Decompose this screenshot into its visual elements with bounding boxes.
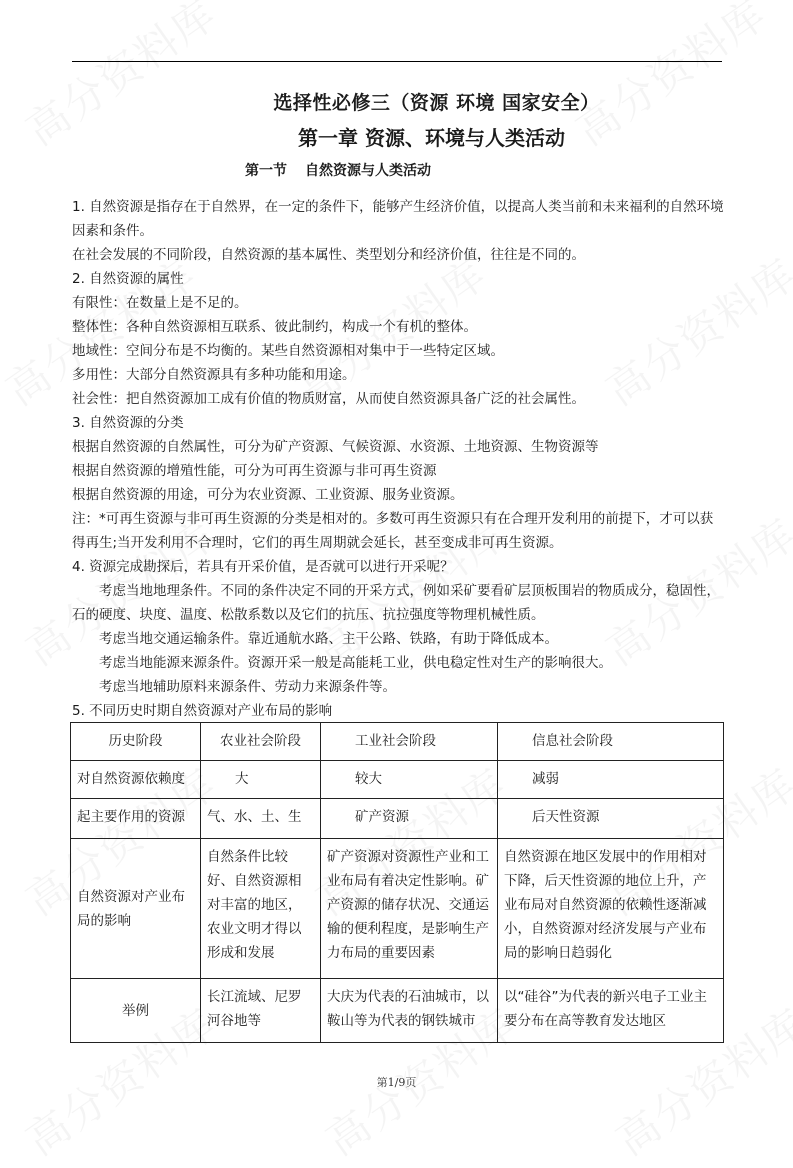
table-cell: 大庆为代表的石油城市，以鞍山等为代表的钢铁城市	[321, 979, 498, 1043]
table-cell: 自然条件比较好、自然资源相对丰富的地区，农业文明才得以形成和发展	[201, 839, 321, 979]
table-cell: 减弱	[498, 761, 724, 799]
paragraph: 考虑当地能源来源条件。资源开采一般是高能耗工业，供电稳定性对生产的影响很大。	[99, 655, 612, 671]
page-number: 第1/9页	[376, 1076, 417, 1089]
table-cell: 自然资源在地区发展中的作用相对下降，后天性资源的地位上升，产业布局对自然资源的依赖性逐渐减小，自然资源对经济发展与产业布局的影响日趋弱化	[498, 839, 724, 979]
list-item: 整体性：各种自然资源相互联系、彼此制约，构成一个有机的整体。	[72, 319, 477, 335]
table-cell: 矿产资源	[321, 799, 498, 839]
paragraph: 1. 自然资源是指存在于自然界，在一定的条件下，能够产生经济价值，以提高人类当前和未来福利的自然环境因素和条件。	[72, 199, 724, 239]
table-row	[71, 761, 724, 799]
table-header-row	[71, 723, 724, 761]
list-item: 地域性：空间分布是不均衡的。某些自然资源相对集中于一些特定区域。	[72, 343, 504, 359]
table-header-cell: 农业社会阶段	[201, 723, 321, 761]
paragraph: 在社会发展的不同阶段，自然资源的基本属性、类型划分和经济价值，往往是不同的。	[72, 247, 585, 263]
table-cell: 后天性资源	[498, 799, 724, 839]
table-row	[71, 839, 724, 979]
heading: 3. 自然资源的分类	[72, 415, 184, 431]
chapter-title: 第一章 资源、环境与人类活动	[298, 126, 565, 150]
heading: 2. 自然资源的属性	[72, 271, 184, 287]
table-row	[71, 979, 724, 1043]
section-number: 第一节	[245, 163, 287, 179]
table-cell: 对自然资源依赖度	[71, 761, 201, 799]
table-cell: 矿产资源对资源性产业和工业布局有着决定性影响。矿产资源的储存状况、交通运输的便利程度，是影响生产力布局的重要因素	[321, 839, 498, 979]
stages-table	[70, 722, 724, 1043]
table-cell: 气、水、土、生	[201, 799, 321, 839]
table-cell: 起主要作用的资源	[71, 799, 201, 839]
note: 注：*可再生资源与非可再生资源的分类是相对的。多数可再生资源只有在合理开发利用的前提下，才可以获得再生;当开发利用不合理时，它们的再生周期就会延长，甚至变成非可再生资源。	[72, 511, 714, 551]
table-cell: 以“硅谷”为代表的新兴电子工业主要分布在高等教育发达地区	[498, 979, 724, 1043]
paragraph: 考虑当地地理条件。不同的条件决定不同的开采方式，例如采矿要看矿层顶板围岩的物质成分，稳固性，石的硬度、块度、温度、松散系数以及它们的抗压、抗拉强度等物理机械性质。	[72, 583, 720, 623]
section-name: 自然资源与人类活动	[305, 163, 431, 179]
heading: 4. 资源完成勘探后，若具有开采价值，是否就可以进行开采呢？	[72, 559, 454, 575]
paragraph: 考虑当地交通运输条件。靠近通航水路、主干公路、铁路，有助于降低成本。	[99, 631, 558, 647]
table-header-cell: 信息社会阶段	[498, 723, 724, 761]
table-header-cell: 历史阶段	[71, 723, 201, 761]
table-cell: 自然资源对产业布局的影响	[71, 839, 201, 979]
table-cell: 较大	[321, 761, 498, 799]
section-title	[0, 160, 793, 180]
paragraph: 考虑当地辅助原料来源条件、劳动力来源条件等。	[99, 679, 396, 695]
list-item: 根据自然资源的用途，可分为农业资源、工业资源、服务业资源。	[72, 487, 464, 503]
list-item: 有限性：在数量上是不足的。	[72, 295, 248, 311]
heading: 5. 不同历史时期自然资源对产业布局的影响	[72, 703, 333, 719]
table-cell: 举例	[71, 979, 201, 1043]
list-item: 多用性：大部分自然资源具有多种功能和用途。	[72, 367, 356, 383]
list-item: 根据自然资源的自然属性，可分为矿产资源、气候资源、水资源、土地资源、生物资源等	[72, 439, 599, 455]
body-text	[72, 195, 724, 723]
table-cell: 长江流域、尼罗河谷地等	[201, 979, 321, 1043]
table-row	[71, 799, 724, 839]
document-title: 选择性必修三（资源 环境 国家安全）	[273, 92, 600, 114]
header-rule	[72, 61, 722, 62]
list-item: 根据自然资源的增殖性能，可分为可再生资源与非可再生资源	[72, 463, 437, 479]
list-item: 社会性：把自然资源加工成有价值的物质财富，从而使自然资源具备广泛的社会属性。	[72, 391, 585, 407]
table-cell: 大	[201, 761, 321, 799]
table-header-cell: 工业社会阶段	[321, 723, 498, 761]
